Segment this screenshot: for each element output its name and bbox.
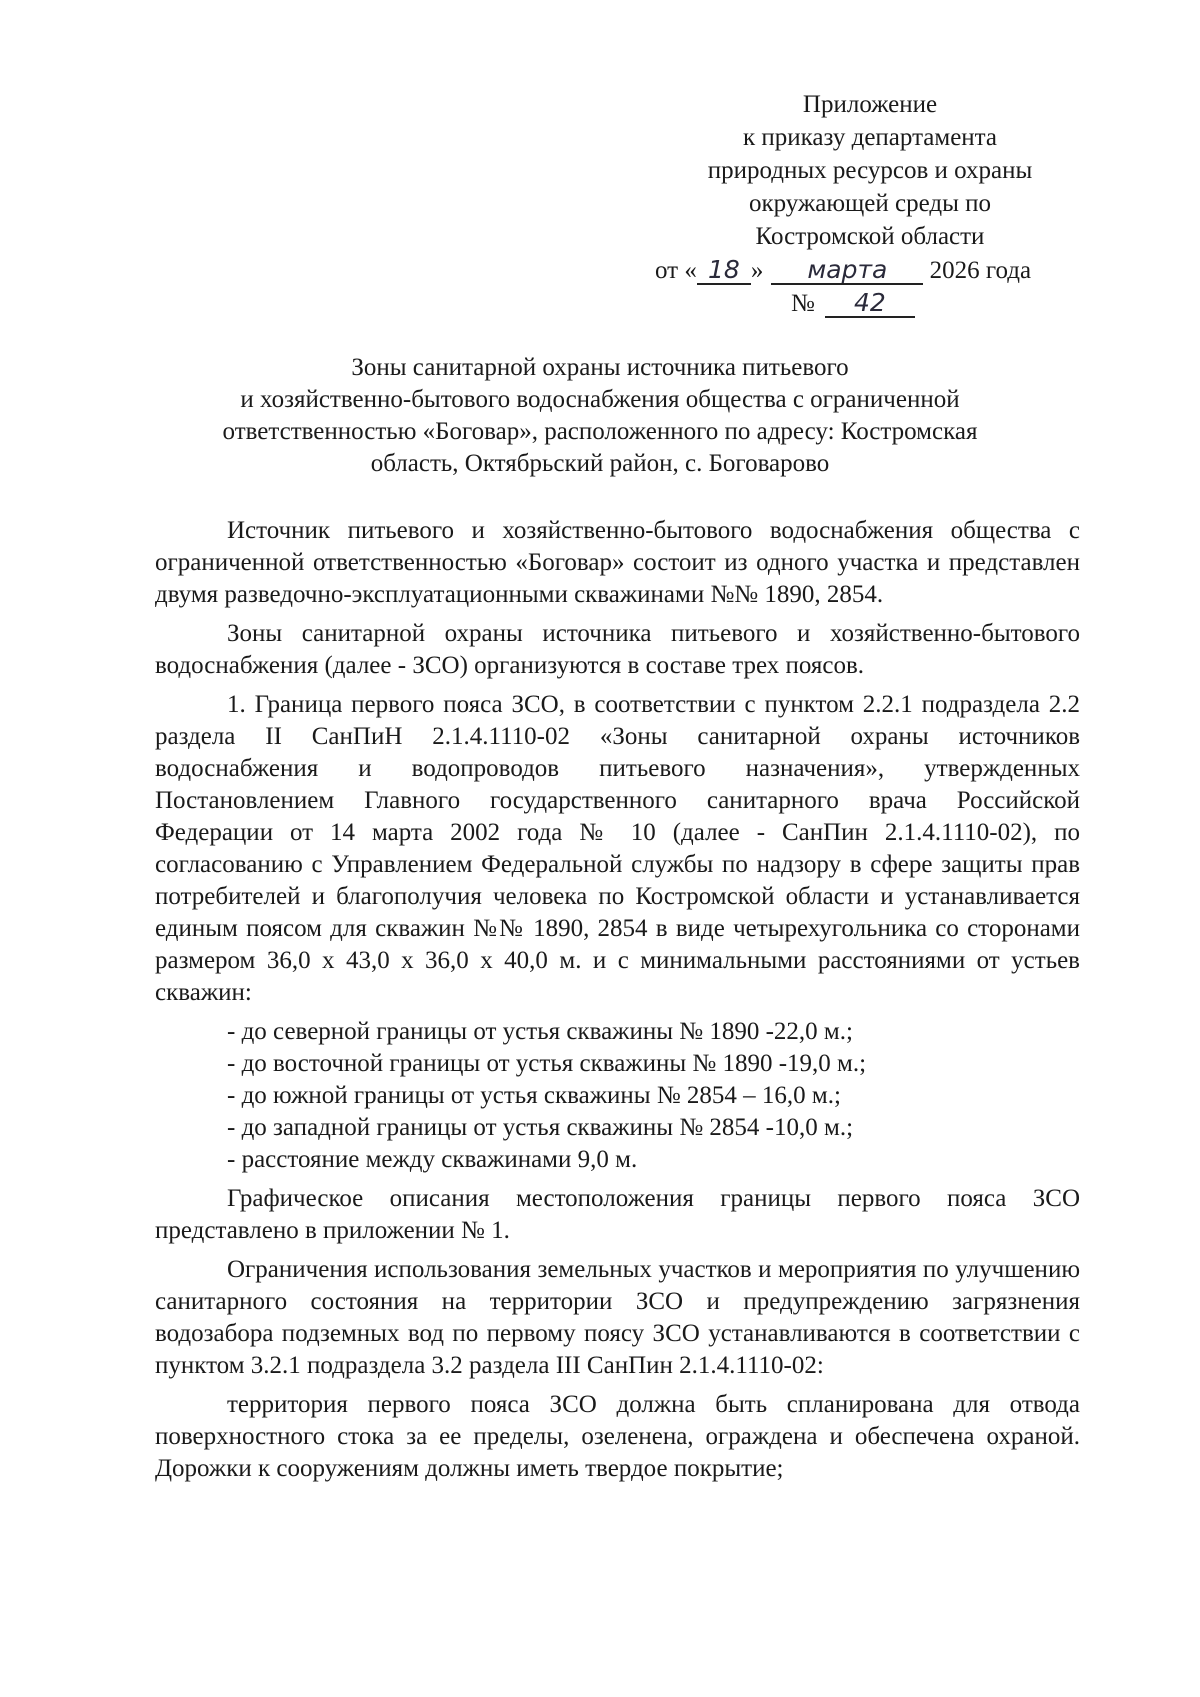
list-item: - до восточной границы от устья скважины № 1890 -19,0 м.;: [227, 1050, 867, 1077]
paragraph-source: Источник питьевого и хозяйственно-бытового водоснабжения общества с ограниченной ответственностью «Боговар» состоит из одного участка и представлен двумя разведочно-эксплуатационными скважинами №№ 1890, 2854.: [155, 517, 1080, 608]
document-title: [130, 352, 1070, 480]
paragraph-first-belt: 1. Граница первого пояса ЗСО, в соответствии с пунктом 2.2.1 подраздела 2.2 раздела II СанПиН 2.1.4.1110-02 «Зоны санитарной охраны источников водоснабжения и водопроводов питьевого назначения», утвержденных Постановлением Главного государственного санитарного врача Российской Федерации от 14 марта 2002 года № 10 (далее - СанПин 2.1.4.1110-02), по согласованию с Управлением Федеральной службы по надзору в сфере защиты прав потребителей и благополучия человека по Костромской области и устанавливается единым поясом для скважин №№ 1890, 2854 в виде четырехугольника со сторонами размером 36,0 х 43,0 х 36,0 х 40,0 м. и с минимальными расстояниями от устьев скважин:: [155, 691, 1080, 1006]
appendix-header: [640, 88, 1100, 253]
paragraph-restrictions: Ограничения использования земельных участков и мероприятия по улучшению санитарного состояния на территории ЗСО и предупреждению загрязнения водозабора подземных вод по первому поясу ЗСО устанавливаются в соответствии с пунктом 3.2.1 подраздела 3.2 раздела III СанПин 2.1.4.1110-02:: [155, 1256, 1080, 1379]
date-prefix: от «: [655, 257, 697, 284]
order-number: [791, 287, 915, 320]
title-line: Зоны санитарной охраны источника питьевого: [351, 354, 849, 381]
title-line: и хозяйственно-бытового водоснабжения общества с ограниченной: [240, 386, 960, 413]
date-suffix: 2026 года: [929, 257, 1032, 284]
title-line: область, Октябрьский район, с. Боговарово: [370, 450, 830, 477]
handwritten-number: 42: [825, 290, 915, 318]
list-item: - до северной границы от устья скважины № 1890 -22,0 м.;: [227, 1018, 853, 1045]
list-item: - до западной границы от устья скважины № 2854 -10,0 м.;: [227, 1114, 854, 1141]
document-body: [155, 515, 1080, 1492]
date-mid: »: [750, 257, 764, 284]
appendix-line: природных ресурсов и охраны: [707, 157, 1033, 184]
title-line: ответственностью «Боговар», расположенного по адресу: Костромская: [222, 418, 978, 445]
list-item: - до южной границы от устья скважины № 2854 – 16,0 м.;: [227, 1082, 841, 1109]
appendix-line: к приказу департамента: [742, 124, 998, 151]
list-item: - расстояние между скважинами 9,0 м.: [227, 1146, 638, 1173]
handwritten-day: 18: [697, 257, 751, 285]
number-label: №: [791, 290, 815, 317]
appendix-line: окружающей среды по: [748, 190, 992, 217]
appendix-line: Приложение: [802, 91, 938, 118]
paragraph-territory: территория первого пояса ЗСО должна быть спланирована для отвода поверхностного стока за ее пределы, озеленена, ограждена и обеспечена охраной. Дорожки к сооружениям должны иметь твердое покрытие;: [155, 1391, 1080, 1482]
appendix-line: Костромской области: [755, 223, 985, 250]
distance-list: [155, 1016, 1080, 1176]
handwritten-month: марта: [771, 257, 923, 285]
paragraph-zones: Зоны санитарной охраны источника питьевого и хозяйственно-бытового водоснабжения (далее - ЗСО) организуются в составе трех поясов.: [155, 620, 1080, 679]
order-date: [655, 254, 1095, 287]
paragraph-graphic-description: Графическое описания местоположения границы первого пояса ЗСО представлено в приложении № 1.: [155, 1185, 1080, 1244]
